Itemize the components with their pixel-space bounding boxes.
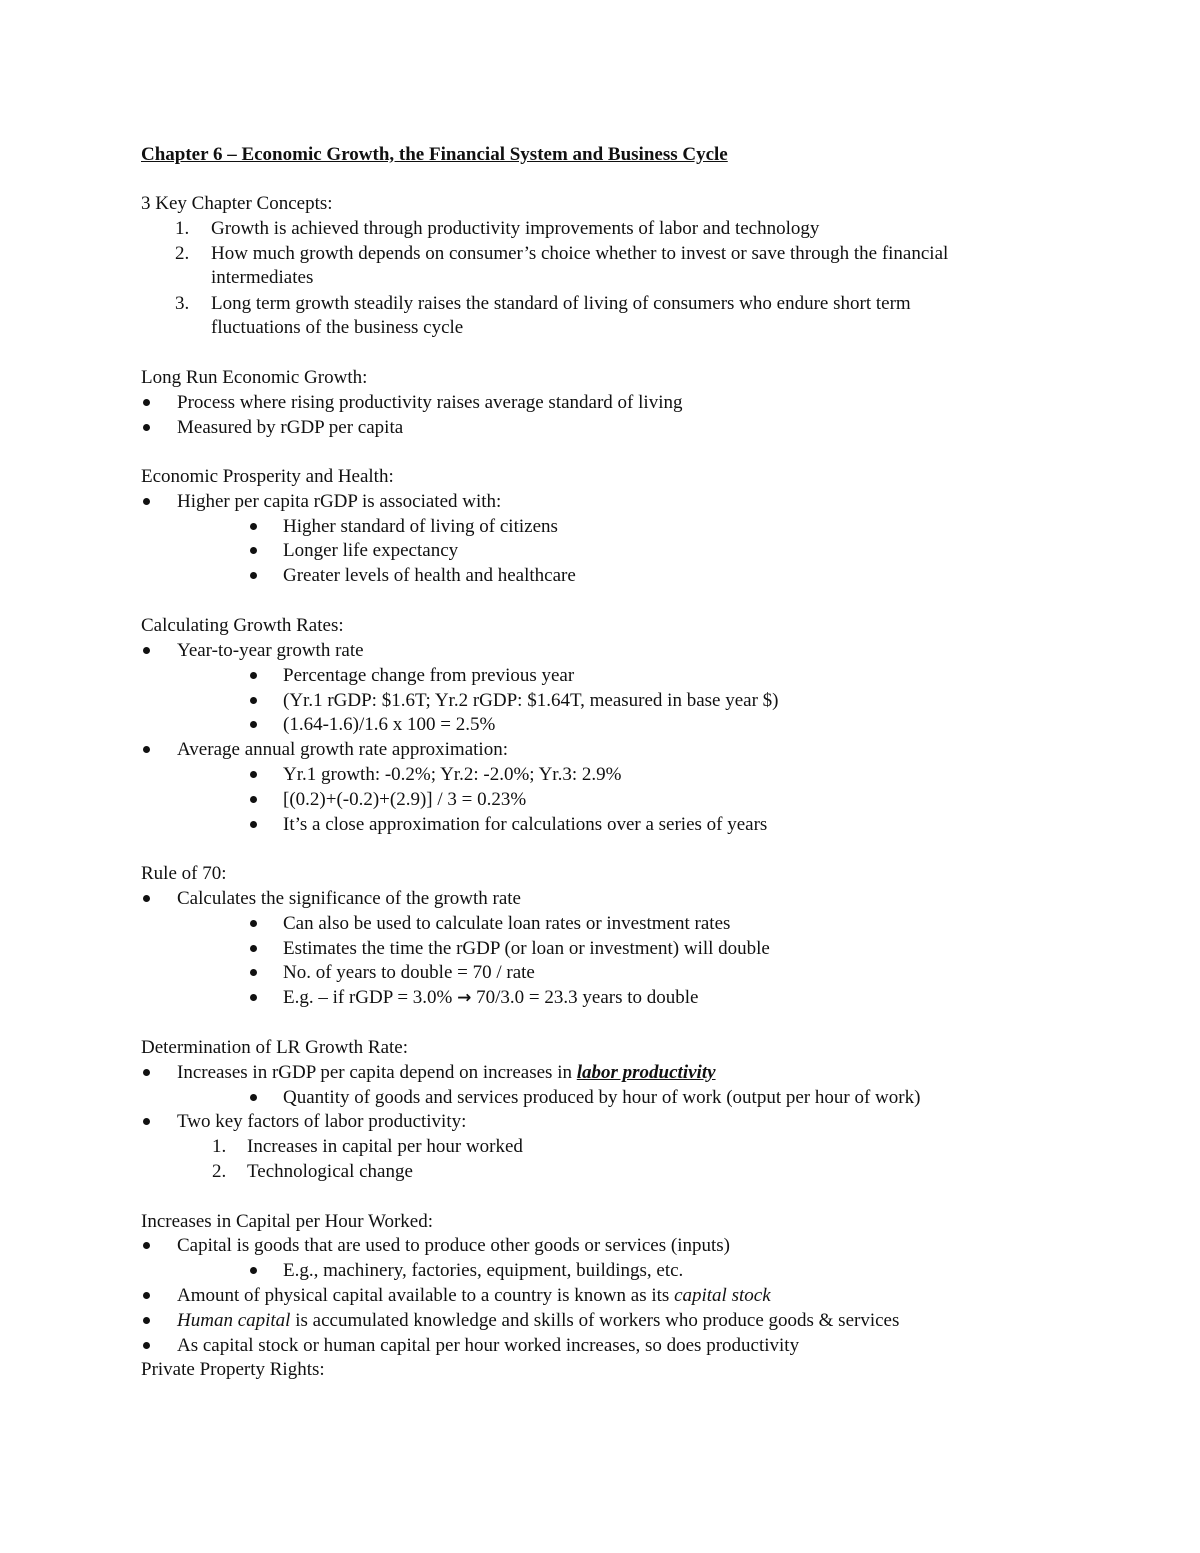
- example-text: E.g. – if rGDP = 3.0%: [283, 987, 458, 1008]
- list-item: Measured by rGDP per capita: [177, 417, 404, 438]
- sub-list-item: [283, 986, 698, 1010]
- section-heading-private-property: Private Property Rights:: [141, 1359, 325, 1380]
- list-item: Capital is goods that are used to produce other goods or services (inputs): [177, 1235, 730, 1256]
- bullet-icon: [143, 647, 150, 654]
- sub-list-item: Estimates the time the rGDP (or loan or investment) will double: [283, 938, 770, 959]
- bullet-icon: [250, 796, 257, 803]
- emphasized-term: labor productivity: [576, 1062, 716, 1083]
- bullet-icon: [250, 969, 257, 976]
- list-item: [177, 1061, 716, 1085]
- list-number: 1.: [212, 1136, 227, 1157]
- list-number: 3.: [175, 293, 190, 314]
- bullet-icon: [250, 672, 257, 679]
- section-heading-capital: Increases in Capital per Hour Worked:: [141, 1211, 433, 1232]
- page-title: Chapter 6 – Economic Growth, the Financial System and Business Cycle: [141, 144, 728, 165]
- bullet-icon: [143, 399, 150, 406]
- sub-list-item: [(0.2)+(-0.2)+(2.9)] / 3 = 0.23%: [283, 789, 527, 810]
- list-item-text: is accumulated knowledge and skills of workers who produce goods & services: [290, 1310, 900, 1331]
- sub-list-item: No. of years to double = 70 / rate: [283, 962, 535, 983]
- section-heading-rule-of-70: Rule of 70:: [141, 863, 227, 884]
- sub-list-item: Higher standard of living of citizens: [283, 516, 558, 537]
- sub-list-item: (1.64-1.6)/1.6 x 100 = 2.5%: [283, 714, 496, 735]
- list-item: [177, 1284, 771, 1308]
- list-item-continuation: intermediates: [211, 267, 314, 288]
- bullet-icon: [143, 498, 150, 505]
- bullet-icon: [250, 572, 257, 579]
- bullet-icon: [250, 523, 257, 530]
- list-item: Higher per capita rGDP is associated with:: [177, 491, 502, 512]
- list-item: Two key factors of labor productivity:: [177, 1111, 467, 1132]
- key-concepts-heading: 3 Key Chapter Concepts:: [141, 193, 333, 214]
- sub-list-item: E.g., machinery, factories, equipment, buildings, etc.: [283, 1260, 684, 1281]
- bullet-icon: [250, 1267, 257, 1274]
- bullet-icon: [143, 1242, 150, 1249]
- section-heading-prosperity: Economic Prosperity and Health:: [141, 466, 394, 487]
- bullet-icon: [250, 1094, 257, 1101]
- section-heading-lr-growth: Determination of LR Growth Rate:: [141, 1037, 408, 1058]
- sub-list-item: It’s a close approximation for calculations over a series of years: [283, 814, 768, 835]
- sub-list-item: Yr.1 growth: -0.2%; Yr.2: -2.0%; Yr.3: 2.9%: [283, 764, 622, 785]
- sub-list-item: (Yr.1 rGDP: $1.6T; Yr.2 rGDP: $1.64T, measured in base year $): [283, 690, 779, 711]
- bullet-icon: [143, 1069, 150, 1076]
- emphasized-term: Human capital: [177, 1310, 291, 1331]
- bullet-icon: [250, 547, 257, 554]
- list-item-text: Increases in rGDP per capita depend on increases in: [177, 1062, 577, 1083]
- list-number: 1.: [175, 218, 190, 239]
- list-item: Growth is achieved through productivity improvements of labor and technology: [211, 218, 820, 239]
- list-number: 2.: [175, 243, 190, 264]
- bullet-icon: [143, 895, 150, 902]
- emphasized-term: capital stock: [674, 1285, 771, 1306]
- list-item: Process where rising productivity raises average standard of living: [177, 392, 683, 413]
- sub-list-item: Longer life expectancy: [283, 540, 459, 561]
- bullet-icon: [143, 746, 150, 753]
- bullet-icon: [250, 821, 257, 828]
- sub-list-item: Increases in capital per hour worked: [247, 1136, 523, 1157]
- list-number: 2.: [212, 1161, 227, 1182]
- sub-list-item: Can also be used to calculate loan rates or investment rates: [283, 913, 731, 934]
- list-item: Long term growth steadily raises the standard of living of consumers who endure short term: [211, 293, 911, 314]
- bullet-icon: [143, 1342, 150, 1349]
- bullet-icon: [143, 1317, 150, 1324]
- bullet-icon: [143, 1292, 150, 1299]
- list-item: As capital stock or human capital per hour worked increases, so does productivity: [177, 1335, 800, 1356]
- list-item: How much growth depends on consumer’s choice whether to invest or save through the financial: [211, 243, 949, 264]
- bullet-icon: [250, 697, 257, 704]
- bullet-icon: [250, 721, 257, 728]
- bullet-icon: [250, 920, 257, 927]
- bullet-icon: [143, 424, 150, 431]
- sub-list-item: Technological change: [247, 1161, 413, 1182]
- list-item: Average annual growth rate approximation:: [177, 739, 508, 760]
- list-item-text: Amount of physical capital available to a country is known as its: [177, 1285, 675, 1306]
- section-heading-growth-rates: Calculating Growth Rates:: [141, 615, 344, 636]
- sub-list-item: Greater levels of health and healthcare: [283, 565, 576, 586]
- bullet-icon: [250, 994, 257, 1001]
- section-heading-long-run: Long Run Economic Growth:: [141, 367, 368, 388]
- bullet-icon: [250, 945, 257, 952]
- list-item: Calculates the significance of the growth rate: [177, 888, 521, 909]
- bullet-icon: [143, 1118, 150, 1125]
- example-text: 70/3.0 = 23.3 years to double: [471, 987, 699, 1008]
- list-item: [177, 1309, 899, 1333]
- list-item: Year-to-year growth rate: [177, 640, 364, 661]
- sub-list-item: Quantity of goods and services produced by hour of work (output per hour of work): [283, 1087, 921, 1108]
- bullet-icon: [250, 771, 257, 778]
- list-item-continuation: fluctuations of the business cycle: [211, 317, 464, 338]
- arrow-right-icon: →: [457, 988, 472, 1008]
- sub-list-item: Percentage change from previous year: [283, 665, 575, 686]
